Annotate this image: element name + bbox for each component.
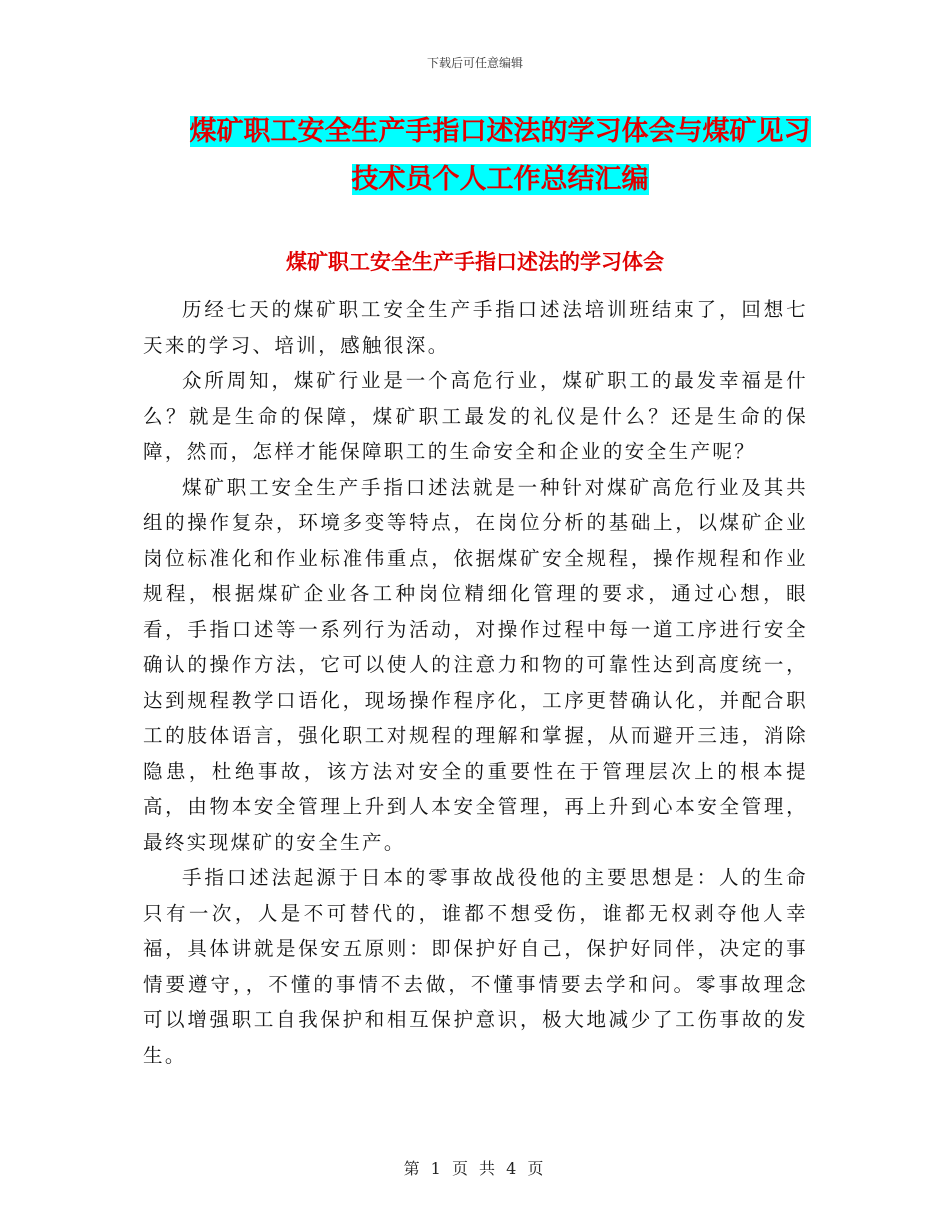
body-text bbox=[143, 292, 808, 1073]
paragraph-1: 历经七天的煤矿职工安全生产手指口述法培训班结束了，回想七天来的学习、培训，感触很深。 bbox=[143, 298, 808, 357]
section-title: 煤矿职工安全生产手指口述法的学习体会 bbox=[286, 250, 664, 274]
document-title-line2: 技术员个人工作总结汇编 bbox=[351, 164, 649, 195]
paragraph-3: 煤矿职工安全生产手指口述法就是一种针对煤矿高危行业及其共组的操作复杂，环境多变等特点，在岗位分析的基础上，以煤矿企业岗位标准化和作业标准伟重点，依据煤矿安全规程，操作规程和作业规程，根据煤矿企业各工种岗位精细化管理的要求，通过心想，眼看，手指口述等一系列行为活动，对操作过程中每一道工序进行安全确认的操作方法，它可以使人的注意力和物的可靠性达到高度统一，达到规程教学口语化，现场操作程序化，工序更替确认化，并配合职工的肢体语言，强化职工对规程的理解和掌握，从而避开三违，消除隐患，杜绝事故，该方法对安全的重要性在于管理层次上的根本提高，由物本安全管理上升到人本安全管理，再上升到心本安全管理，最终实现煤矿的安全生产。 bbox=[143, 475, 808, 854]
document-title-line1: 煤矿职工安全生产手指口述法的学习体会与煤矿见习 bbox=[189, 116, 811, 147]
paragraph-4: 手指口述法起源于日本的零事故战役他的主要思想是：人的生命只有一次，人是不可替代的，谁都不想受伤，谁都无权剥夺他人幸福，具体讲就是保安五原则：即保护好自己，保护好同伴，决定的事情要遵守，，不懂的事情不去做，不懂事情要去学和问。零事故理念可以增强职工自我保护和相互保护意识，极大地减少了工伤事故的发生。 bbox=[143, 866, 808, 1067]
document-title bbox=[140, 108, 860, 204]
header-note: 下载后可任意编辑 bbox=[426, 56, 523, 70]
page-footer: 第 1 页 共 4 页 bbox=[403, 1159, 547, 1178]
paragraph-2: 众所周知，煤矿行业是一个高危行业，煤矿职工的最发幸福是什么？就是生命的保障，煤矿职工最发的礼仪是什么？还是生命的保障，然而，怎样才能保障职工的生命安全和企业的安全生产呢？ bbox=[143, 369, 808, 463]
